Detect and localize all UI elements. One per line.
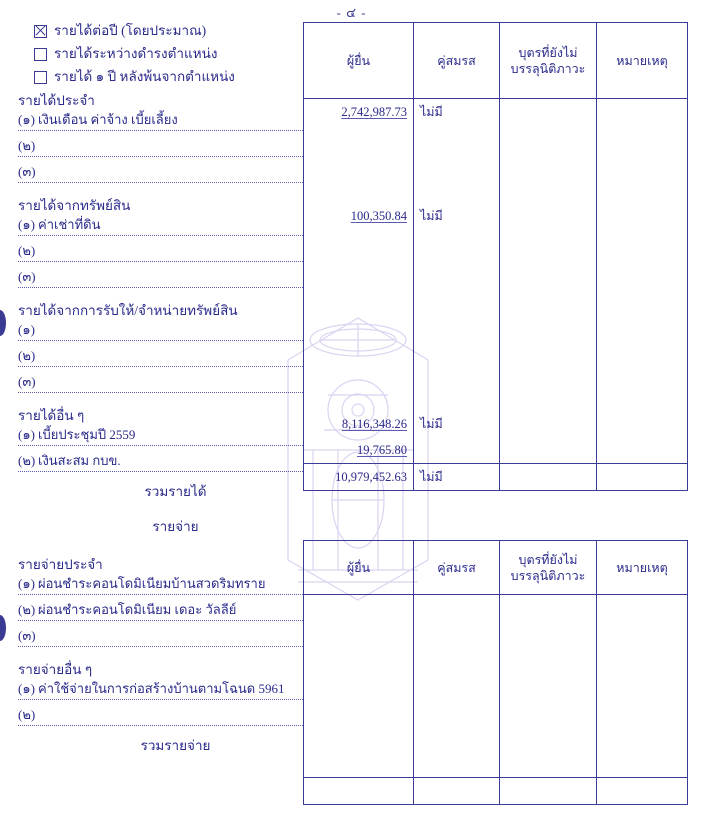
table-row [304, 673, 687, 699]
item-lead: (๑) [18, 681, 35, 696]
cell-child [500, 699, 597, 725]
list-item [18, 427, 303, 453]
dotted-rule [18, 699, 303, 700]
scan-edge-mark-bottom [0, 615, 6, 641]
cell-self: 8,116,348.26 [304, 411, 414, 437]
list-item [18, 602, 303, 628]
cell-child [500, 151, 597, 177]
checkbox-icon[interactable] [34, 48, 47, 61]
cell-self [304, 125, 414, 151]
dotted-rule [18, 445, 303, 446]
cell-note [597, 99, 687, 125]
dotted-rule [18, 156, 303, 157]
checkbox-label: รายได้ต่อปี (โดยประมาณ) [54, 23, 207, 38]
income-table-header [304, 23, 687, 99]
cell-child [500, 281, 597, 307]
table-row-total [304, 777, 687, 804]
cell-note [597, 255, 687, 281]
table-row-total [304, 463, 687, 490]
item-lead: (๓) [18, 628, 36, 643]
column-header-note: หมายเหตุ [616, 560, 668, 575]
cell-note [597, 647, 687, 673]
cell-note [597, 437, 687, 463]
expense-title: รายจ่าย [152, 519, 199, 534]
cell-self [304, 385, 414, 411]
cell-spouse [414, 437, 500, 463]
cell-spouse [414, 621, 500, 647]
cell-spouse [414, 751, 500, 777]
item-text: ผ่อนชำระคอนโดมิเนียม เดอะ วัลลีย์ [38, 602, 237, 617]
column-header-spouse: คู่สมรส [414, 541, 500, 594]
cell-self: 19,765.80 [304, 437, 414, 463]
cell-spouse [414, 281, 500, 307]
item-lead: (๒) [18, 453, 36, 468]
cell-spouse [414, 255, 500, 281]
table-row [304, 151, 687, 177]
cell-child [500, 203, 597, 229]
cell-child [500, 437, 597, 463]
dotted-rule [18, 366, 303, 367]
cell-spouse [414, 125, 500, 151]
item-lead: (๒) [18, 138, 36, 153]
checkbox-icon[interactable] [34, 25, 47, 38]
table-row [304, 203, 687, 229]
cell-spouse-total [414, 778, 500, 804]
cell-self [304, 725, 414, 751]
list-item [18, 348, 303, 374]
cell-note [597, 281, 687, 307]
cell-spouse [414, 725, 500, 751]
income-table [303, 22, 688, 491]
cell-child [500, 385, 597, 411]
item-text: เงินเดือน ค่าจ้าง เบี้ยเลี้ยง [38, 112, 178, 127]
cell-self-total [304, 778, 414, 804]
table-row [304, 411, 687, 437]
cell-note [597, 203, 687, 229]
column-header-minor-child: บุตรที่ยังไม่ บรรลุนิติภาวะ [500, 541, 597, 594]
cell-note [597, 177, 687, 203]
checkbox-row-annual-income[interactable] [18, 22, 303, 39]
dotted-rule [18, 235, 303, 236]
section-heading: รายได้จากทรัพย์สิน [18, 198, 131, 213]
section-heading: รายได้จากการรับให้/จำหน่ายทรัพย์สิน [18, 303, 238, 318]
item-text: ค่าเช่าที่ดิน [38, 217, 101, 232]
cell-spouse [414, 177, 500, 203]
list-item [18, 112, 303, 138]
cell-self [304, 229, 414, 255]
income-total-label: รวมรายได้ [144, 484, 207, 499]
table-row [304, 99, 687, 125]
item-lead: (๑) [18, 427, 35, 442]
item-lead: (๓) [18, 269, 36, 284]
dotted-rule [18, 471, 303, 472]
table-row [304, 255, 687, 281]
item-text: เบี้ยประชุมปี 2559 [38, 427, 136, 442]
cell-self [304, 621, 414, 647]
table-row [304, 333, 687, 359]
cell-self: 100,350.84 [304, 203, 414, 229]
table-row [304, 359, 687, 385]
cell-self-total: 10,979,452.63 [304, 464, 414, 490]
cell-spouse: ไม่มี [414, 203, 500, 229]
dotted-rule [18, 646, 303, 647]
item-text: ผ่อนชำระคอนโดมิเนียมบ้านสวดริมทราย [38, 576, 266, 591]
cell-child [500, 307, 597, 333]
cell-child [500, 99, 597, 125]
cell-self: 2,742,987.73 [304, 99, 414, 125]
cell-child [500, 595, 597, 621]
list-item [18, 217, 303, 243]
cell-spouse [414, 699, 500, 725]
dotted-rule [18, 340, 303, 341]
dotted-rule [18, 594, 303, 595]
expense-table-header [304, 541, 687, 595]
table-row [304, 437, 687, 463]
item-lead: (๒) [18, 707, 36, 722]
section-heading: รายจ่ายประจำ [18, 557, 103, 572]
dotted-rule [18, 725, 303, 726]
income-table-body [304, 99, 687, 490]
cell-child [500, 255, 597, 281]
table-row [304, 621, 687, 647]
item-text: เงินสะสม กบข. [38, 453, 121, 468]
item-lead: (๒) [18, 602, 36, 617]
cell-note-total [597, 464, 687, 490]
cell-self [304, 647, 414, 673]
cell-child [500, 725, 597, 751]
expense-table [303, 540, 688, 805]
cell-note [597, 751, 687, 777]
cell-spouse [414, 647, 500, 673]
cell-self [304, 751, 414, 777]
table-row [304, 725, 687, 751]
item-lead: (๑) [18, 322, 35, 337]
cell-child [500, 359, 597, 385]
dotted-rule [18, 130, 303, 131]
cell-child-total [500, 464, 597, 490]
column-header-self: ผู้ยื่น [304, 541, 414, 594]
cell-spouse [414, 229, 500, 255]
cell-spouse-total: ไม่มี [414, 464, 500, 490]
item-lead: (๑) [18, 576, 35, 591]
table-row [304, 281, 687, 307]
cell-self [304, 673, 414, 699]
list-item [18, 322, 303, 348]
cell-note [597, 385, 687, 411]
cell-self [304, 333, 414, 359]
column-header-self: ผู้ยื่น [304, 23, 414, 98]
table-row [304, 307, 687, 333]
table-row [304, 647, 687, 673]
item-lead: (๓) [18, 164, 36, 179]
table-row [304, 229, 687, 255]
list-item [18, 269, 303, 295]
cell-self [304, 255, 414, 281]
cell-spouse [414, 385, 500, 411]
table-row [304, 177, 687, 203]
cell-spouse [414, 359, 500, 385]
list-item [18, 707, 303, 733]
checkbox-row-during-office[interactable] [18, 45, 303, 62]
cell-note [597, 411, 687, 437]
cell-child [500, 621, 597, 647]
cell-spouse: ไม่มี [414, 99, 500, 125]
checkbox-label: รายได้ระหว่างดำรงตำแหน่ง [54, 46, 218, 61]
cell-note [597, 673, 687, 699]
dotted-rule [18, 620, 303, 621]
cell-self [304, 281, 414, 307]
dotted-rule [18, 261, 303, 262]
cell-child [500, 333, 597, 359]
item-lead: (๒) [18, 243, 36, 258]
list-item [18, 576, 303, 602]
section-heading: รายได้ประจำ [18, 93, 95, 108]
cell-note [597, 359, 687, 385]
dotted-rule [18, 392, 303, 393]
expense-table-body [304, 595, 687, 804]
page-number: - ๔ - [336, 5, 367, 20]
cell-spouse: ไม่มี [414, 411, 500, 437]
list-item [18, 243, 303, 269]
item-lead: (๓) [18, 374, 36, 389]
cell-self [304, 595, 414, 621]
cell-note [597, 229, 687, 255]
cell-spouse [414, 333, 500, 359]
cell-note [597, 595, 687, 621]
cell-note [597, 151, 687, 177]
cell-note [597, 333, 687, 359]
cell-spouse [414, 151, 500, 177]
cell-self [304, 699, 414, 725]
section-heading: รายจ่ายอื่น ๆ [18, 662, 93, 677]
list-item [18, 681, 303, 707]
cell-child [500, 411, 597, 437]
cell-note [597, 621, 687, 647]
cell-child [500, 125, 597, 151]
list-item [18, 164, 303, 190]
table-row [304, 751, 687, 777]
dotted-rule [18, 287, 303, 288]
cell-self [304, 177, 414, 203]
cell-spouse [414, 595, 500, 621]
cell-spouse [414, 673, 500, 699]
checkbox-icon[interactable] [34, 71, 47, 84]
cell-child [500, 229, 597, 255]
list-item [18, 628, 303, 654]
section-heading: รายได้อื่น ๆ [18, 408, 85, 423]
column-header-note: หมายเหตุ [616, 53, 668, 68]
expense-total-label: รวมรายจ่าย [140, 738, 211, 753]
cell-note [597, 307, 687, 333]
cell-child [500, 751, 597, 777]
cell-child [500, 177, 597, 203]
list-item [18, 138, 303, 164]
item-lead: (๒) [18, 348, 36, 363]
cell-child [500, 647, 597, 673]
table-row [304, 125, 687, 151]
cell-note [597, 699, 687, 725]
cell-self [304, 359, 414, 385]
cell-child-total [500, 778, 597, 804]
item-text: ค่าใช้จ่ายในการก่อสร้างบ้านตามโฉนด 5961 [38, 681, 285, 696]
left-label-column [18, 22, 303, 759]
cell-note [597, 125, 687, 151]
scan-edge-mark-top [0, 310, 6, 336]
table-row [304, 385, 687, 411]
cell-note-total [597, 778, 687, 804]
list-item [18, 374, 303, 400]
checkbox-label: รายได้ ๑ ปี หลังพ้นจากตำแหน่ง [54, 69, 235, 84]
checkbox-row-after-office[interactable] [18, 68, 303, 85]
column-header-minor-child: บุตรที่ยังไม่ บรรลุนิติภาวะ [500, 23, 597, 98]
cell-spouse [414, 307, 500, 333]
cell-child [500, 673, 597, 699]
table-row [304, 595, 687, 621]
column-header-spouse: คู่สมรส [414, 23, 500, 98]
cell-self [304, 307, 414, 333]
list-item [18, 453, 303, 479]
table-row [304, 699, 687, 725]
item-lead: (๑) [18, 112, 35, 127]
dotted-rule [18, 182, 303, 183]
cell-self [304, 151, 414, 177]
cell-note [597, 725, 687, 751]
item-lead: (๑) [18, 217, 35, 232]
